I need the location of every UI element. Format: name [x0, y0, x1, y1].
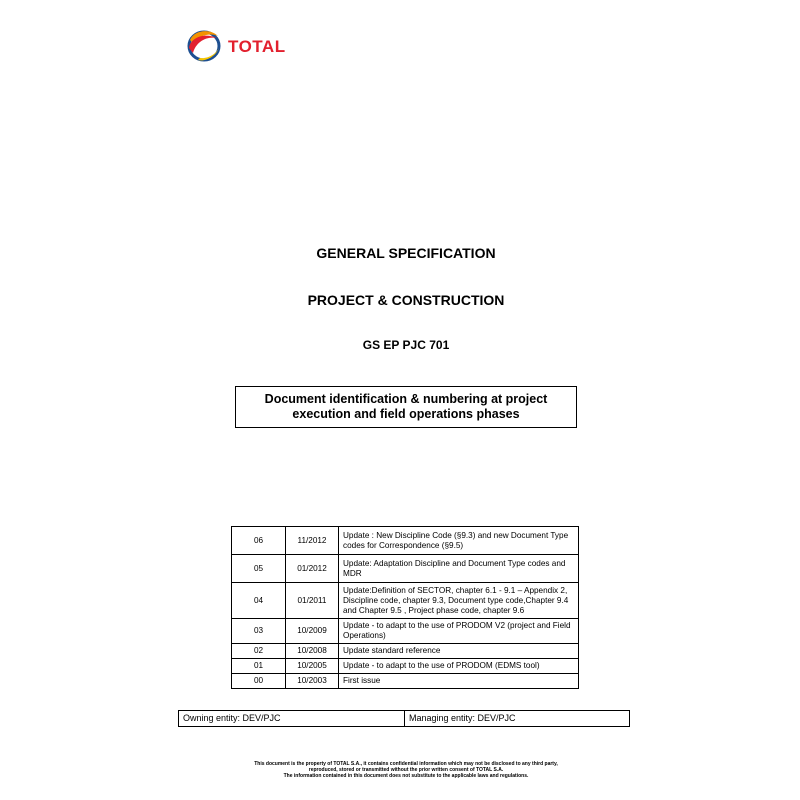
- revision-number: 04: [232, 583, 286, 619]
- revision-description: Update:Definition of SECTOR, chapter 6.1 - 9.1 – Appendix 2, Discipline code, chapter 9.3, Document type code,Chapter 9.4 and Chapter 9.5 , Project phase code, chapter 9.6: [339, 583, 579, 619]
- revision-description: Update standard reference: [339, 644, 579, 659]
- revision-number: 02: [232, 644, 286, 659]
- entities-box: [178, 710, 630, 727]
- revision-number: 01: [232, 659, 286, 674]
- company-logo: [184, 26, 296, 66]
- notice-line-3: The information contained in this document does not substitute to the applicable laws and regulations.: [283, 773, 529, 779]
- revision-date: 11/2012: [286, 527, 339, 555]
- revision-number: 05: [232, 555, 286, 583]
- revision-date: 10/2008: [286, 644, 339, 659]
- table-row: [232, 527, 579, 555]
- revision-date: 01/2011: [286, 583, 339, 619]
- revision-description: Update: Adaptation Discipline and Document Type codes and MDR: [339, 555, 579, 583]
- owning-entity: Owning entity: DEV/PJC: [179, 711, 405, 726]
- table-row: [232, 555, 579, 583]
- revision-date: 10/2003: [286, 674, 339, 689]
- subject-line-2: execution and field operations phases: [292, 407, 520, 421]
- revision-table: [231, 526, 579, 689]
- confidentiality-notice: [0, 761, 800, 779]
- table-row: [232, 674, 579, 689]
- document-subtitle: PROJECT & CONSTRUCTION: [307, 292, 505, 308]
- revision-date: 01/2012: [286, 555, 339, 583]
- revision-number: 00: [232, 674, 286, 689]
- total-logo-icon: [184, 26, 226, 66]
- notice-line-1: This document is the property of TOTAL S.A., it contains confidential information which may not be disclosed to any third party,: [254, 761, 558, 767]
- table-row: [232, 659, 579, 674]
- revision-description: Update - to adapt to the use of PRODOM V2 (project and Field Operations): [339, 619, 579, 644]
- revision-description: Update : New Discipline Code (§9.3) and new Document Type codes for Correspondence (§9.5): [339, 527, 579, 555]
- document-subject-box: [235, 386, 577, 428]
- managing-entity: Managing entity: DEV/PJC: [409, 713, 516, 723]
- table-row: [232, 644, 579, 659]
- document-code: GS EP PJC 701: [362, 338, 450, 352]
- document-title: GENERAL SPECIFICATION: [316, 245, 496, 261]
- revision-number: 06: [232, 527, 286, 555]
- revision-date: 10/2009: [286, 619, 339, 644]
- revision-description: Update - to adapt to the use of PRODOM (EDMS tool): [339, 659, 579, 674]
- revision-number: 03: [232, 619, 286, 644]
- table-row: [232, 619, 579, 644]
- notice-line-2: reproduced, stored or transmitted without the prior written consent of TOTAL S.A.: [308, 767, 504, 773]
- subject-line-1: Document identification & numbering at project: [264, 392, 548, 406]
- logo-text: TOTAL: [228, 37, 286, 56]
- table-row: [232, 583, 579, 619]
- revision-date: 10/2005: [286, 659, 339, 674]
- revision-description: First issue: [339, 674, 579, 689]
